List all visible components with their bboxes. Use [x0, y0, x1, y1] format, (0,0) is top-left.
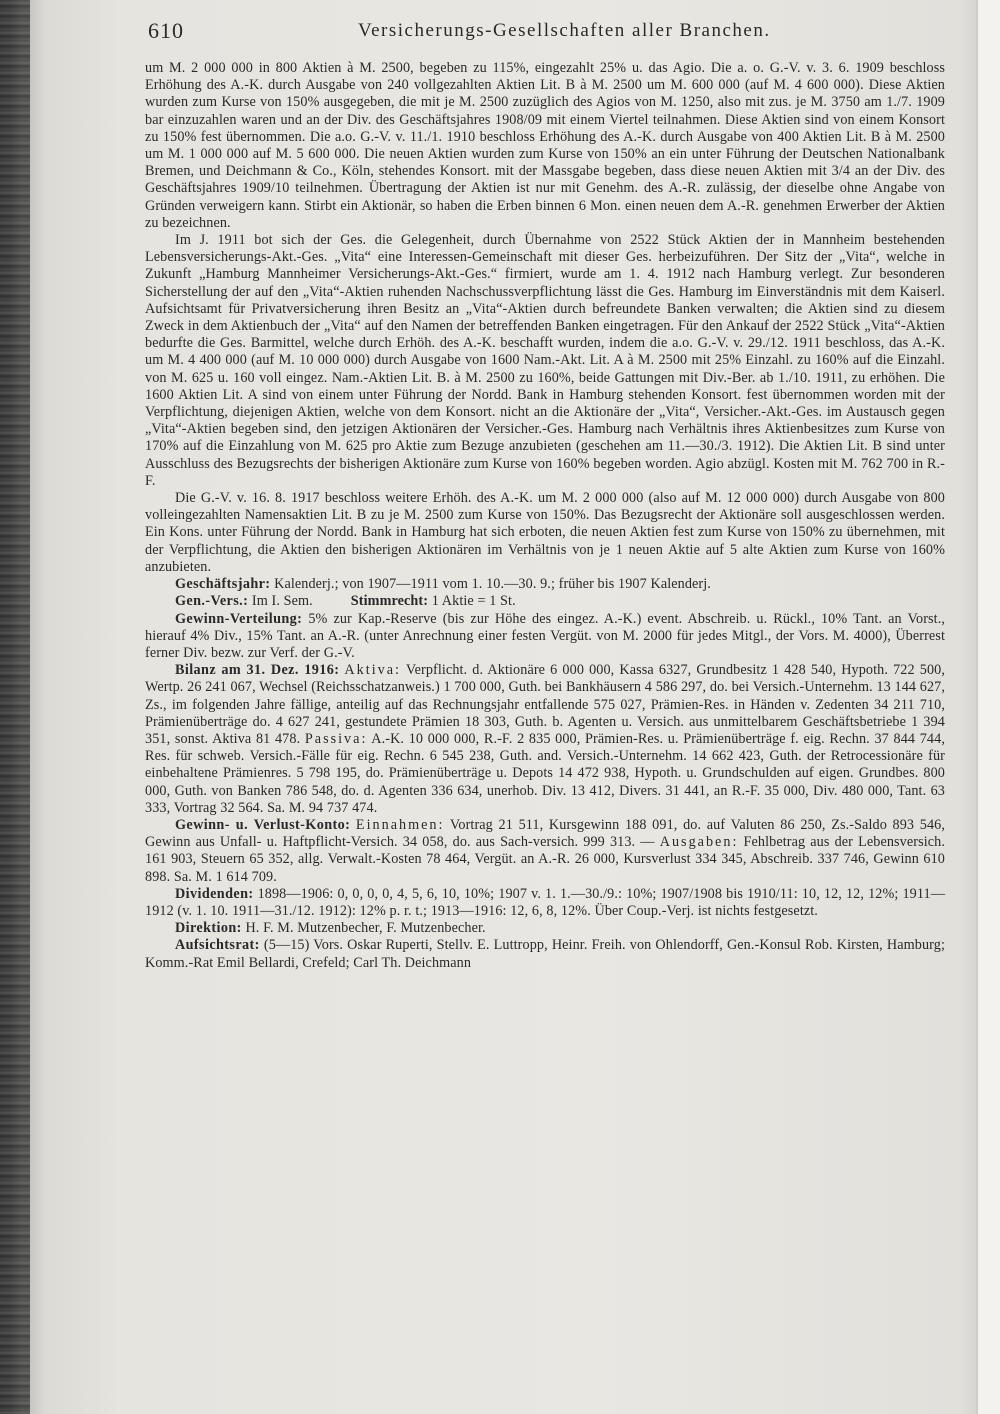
section-label: Geschäftsjahr:	[175, 576, 271, 593]
section-gen-vers	[145, 593, 945, 610]
section-gewinn-verlust	[145, 817, 945, 886]
paragraph-vita-acquisition: Im J. 1911 bot sich der Ges. die Gelegenheit, durch Übernahme von 2522 Stück Aktien der in Mannheim bestehenden Lebensversicherungs-Akt.-Ges. „Vita“ eine Interessen-Gemeinschaft mit dieser Ges. herbeizuführen. Der Sitz der „Vita“, welche in Zukunft „Hamburg Mannheimer Versicherungs-Akt.-Ges.“ firmiert, wurde am 1. 4. 1912 nach Hamburg verlegt. Zur besonderen Sicherstellung der auf den „Vita“-Aktien ruhenden Nachschussverpflichtung lässt die Ges. Hamburg im Einverständnis mit dem Kaiserl. Aufsichtsamt für Privatversicherung ihren Besitz an „Vita“-Aktien durch befreundete Banken verwalten; die Aktien sind zu diesem Zweck in dem Aktienbuch der „Vita“ auf den Namen der betreffenden Banken eingetragen. Für den Ankauf der 2522 Stück „Vita“-Aktien bedurfte die Ges. Barmittel, welche durch Erhöh. des A.-K. beschafft wurden, indem die a.o. G.-V. v. 29./12. 1911 beschloss, das A.-K. um M. 4 400 000 (auf M. 10 000 000) durch Ausgabe von 1600 Nam.-Akt. Lit. A à M. 2500 mit 25% Einzahl. zu 160% auf die Einzahl. von M. 625 u. 160 voll eingez. Nam.-Aktien Lit. B. à M. 2500 zu 160%, beide Gattungen mit Div.-Ber. ab 1./10. 1911, zu erhöhen. Die 1600 Aktien Lit. A sind von einem unter Führung der Nordd. Bank in Hamburg stehenden Konsort. fest übernommen worden mit der Verpflichtung, diejenigen Aktien, welche von dem Konsort. nicht an die Aktionäre der „Vita“, Versicher.-Akt.-Ges. im Austausch gegen „Vita“-Aktien begeben sind, den jetzigen Aktionären der Versicher.-Ges. Hamburg nach Verhältnis ihres Aktienbesitzes zum Kurse von 170% auf die Einzahlung von M. 625 pro Aktie zum Bezuge anzubieten (geschehen am 11.—30./3. 1912). Die Aktien Lit. B sind unter Ausschluss des Bezugsrechts der bisherigen Aktionäre zum Kurse von 160% begeben worden. Agio abzügl. Kosten mit M. 762 700 in R.-F.	[145, 232, 945, 489]
aktiva-text: Verpflicht. d. Aktionäre 6 000 000, Kassa 6327, Grundbesitz 1 428 540, Hypoth. 722 500, Wertp. 26 241 067, Wechsel (Reichsschatzanweis.) 1 700 000, Guth. bei Bankhäusern 4 586 297, do. bei Versich.-Unternehm. 13 144 627, Zs., im folgenden Jahre fällige, anteilig auf das Rechnungsjahr entfallende 575 027, Prämien-Res. in Händen v. Zedenten 34 211 710, Prämienüberträge do. 4 627 241, gestundete Prämien 18 303, Guth. b. Agenten u. Versich. aus unmittelbarem Geschäftsbetriebe 1 394 351, sonst. Aktiva 81 478.	[145, 662, 945, 747]
section-label: Aufsichtsrat:	[175, 937, 260, 954]
section-aufsichtsrat	[145, 937, 945, 971]
aktiva-label: Aktiva:	[344, 662, 401, 679]
section-text: 5% zur Kap.-Reserve (bis zur Höhe des eingez. A.-K.) event. Abschreib. u. Rückl., 10% Tant. an Vorst., hierauf 4% Div., 15% Tant. an A.-R. (unter Anrechnung einer festen Vergüt. von M. 2000 für jedes Mitgl., der Vors. M. 4000), Überrest ferner Div. bezw. zur Verf. der G.-V.	[145, 610, 945, 661]
book-binding-edge	[0, 0, 30, 1414]
section-text: Kalenderj.; von 1907—1911 vom 1. 10.—30. 9.; früher bis 1907 Kalenderj.	[274, 576, 711, 593]
section-label: Gewinn-Verteilung:	[175, 610, 303, 627]
passiva-text: A.-K. 10 000 000, R.-F. 2 835 000, Prämien-Res. u. Prämienüberträge f. eig. Rechn. 37 844 744, Res. für schweb. Versich.-Fälle für eig. Rechn. 6 545 238, Guth. and. Versich.-Unternehm. 14 662 423, Guth. der Retrocessionäre für einbehaltene Prämienres. 5 798 195, do. Prämienüberträge u. Depots 14 472 938, Hypoth. u. Grundschulden auf eigen. Grundbes. 800 000, Guth. von Banken 786 548, do. d. Agenten 336 634, unerhob. Div. 13 412, Divers. 31 441, an R.-F. 35 000, Div. 480 000, Tant. 63 333, Vortrag 32 564. Sa. M. 94 737 474.	[145, 730, 945, 816]
paragraph-1917-increase: Die G.-V. v. 16. 8. 1917 beschloss weitere Erhöh. des A.-K. um M. 2 000 000 (also auf M. 12 000 000) durch Ausgabe von 800 volleingezahlten Namensaktien Lit. B zu je M. 2500 zum Kurse von 150%. Das Bezugsrecht der Aktionäre soll ausgeschlossen werden. Ein Kons. unter Führung der Nordd. Bank in Hamburg hat sich erboten, die neuen Aktien fest zum Kurse von 150% zu übernehmen, mit der Verpflichtung, die Aktien den bisherigen Aktionären im Verhältnis von je 1 neuen Aktie auf 5 alte Aktien zum Kurse von 160% anzubieten.	[145, 490, 945, 575]
section-bilanz	[145, 662, 945, 817]
section-label: Direktion:	[175, 920, 242, 937]
section-text: 1898—1906: 0, 0, 0, 0, 4, 5, 6, 10, 10%; 1907 v. 1. 1.—30./9.: 10%; 1907/1908 bis 1910/11: 10, 12, 12, 12%; 1911—1912 (v. 1. 10. 1911—31./12. 1912): 12% p. r. t.; 1913—1916: 12, 6, 8, 12%. Über Coup.-Verj. ist nichts festgesetzt.	[145, 885, 945, 919]
section-label: Bilanz am 31. Dez. 1916:	[175, 662, 340, 679]
section-direktion	[145, 920, 945, 937]
section-label-stimmrecht: Stimmrecht:	[350, 593, 429, 610]
section-text: H. F. M. Mutzenbecher, F. Mutzenbecher.	[245, 920, 486, 937]
passiva-label: Passiva:	[304, 730, 368, 747]
section-dividenden	[145, 886, 945, 920]
section-gewinn-verteilung	[145, 611, 945, 663]
page-number: 610	[148, 18, 184, 43]
ausgaben-label: Ausgaben:	[659, 834, 739, 851]
section-text: (5—15) Vors. Oskar Ruperti, Stellv. E. Luttropp, Heinr. Freih. von Ohlendorff, Gen.-Konsul Rob. Kirsten, Hamburg; Komm.-Rat Emil Bellardi, Crefeld; Carl Th. Deichmann	[145, 937, 945, 971]
section-text-stimmrecht: 1 Aktie = 1 St.	[431, 593, 516, 610]
section-geschaeftsjahr	[145, 576, 945, 593]
document-body	[145, 60, 945, 972]
section-label: Gewinn- u. Verlust-Konto:	[175, 816, 351, 833]
running-title: Versicherungs-Gesellschaften aller Branchen.	[358, 20, 771, 41]
adjacent-page-edge	[976, 0, 1000, 1414]
einnahmen-label: Einnahmen:	[355, 816, 445, 833]
section-text: Im I. Sem.	[251, 593, 313, 610]
section-label: Gen.-Vers.:	[175, 593, 249, 610]
paragraph-capital-history: um M. 2 000 000 in 800 Aktien à M. 2500, begeben zu 115%, eingezahlt 25% u. das Agio. Die a. o. G.-V. v. 3. 6. 1909 beschloss Erhöhung des A.-K. durch Ausgabe von 240 vollgezahlten Aktien Lit. B à M. 2500 um M. 600 000 (auf M. 4 600 000). Diese Aktien wurden zum Kurse von 150% ausgegeben, die mit je M. 2500 zuzüglich des Agios von M. 1250, also mit zus. je M. 3750 am 1./7. 1909 bar einzuzahlen waren und an der Div. des Geschäftsjahres 1908/09 mit einem Viertel teilnahmen. Diese Aktien sind von einem Konsort zu 150% fest übernommen. Die a.o. G.-V. v. 11./1. 1910 beschloss Erhöhung des A.-K. durch Ausgabe von 400 Aktien Lit. B à M. 2500 um M. 1 000 000 auf M. 5 600 000. Die neuen Aktien wurden zum Kurse von 150% an ein unter Führung der Deutschen Nationalbank Bremen, und Deichmann & Co., Köln, stehendes Konsort. mit der Massgabe begeben, dass diese neuen Aktien mit 3/4 an der Div. des Geschäftsjahres 1909/10 teilnehmen. Übertragung der Aktien ist nur mit Genehm. des A.-R. zulässig, der dieselbe ohne Angabe von Gründen verweigern kann. Stirbt ein Aktionär, so haben die Erben binnen 6 Mon. einen neuen dem A.-R. genehmen Erwerber der Aktien zu bezeichnen.	[145, 60, 945, 231]
section-label: Dividenden:	[175, 885, 254, 902]
page-header	[148, 18, 948, 44]
einnahmen-text: Vortrag 21 511, Kursgewinn 188 091, do. auf Valuten 86 250, Zs.-Saldo 893 546, Gewinn aus Unfall- u. Haftpflicht-Versich. 34 058, do. aus Sach-versich. 999 313. —	[145, 816, 946, 851]
ausgaben-text: Fehlbetrag aus der Lebensversich. 161 903, Steuern 65 352, allg. Verwalt.-Kosten 78 464, Vergüt. an A.-R. 26 000, Kursverlust 334 345, Abschreib. 337 746, Gewinn 610 898. Sa. M. 1 614 709.	[145, 834, 945, 885]
